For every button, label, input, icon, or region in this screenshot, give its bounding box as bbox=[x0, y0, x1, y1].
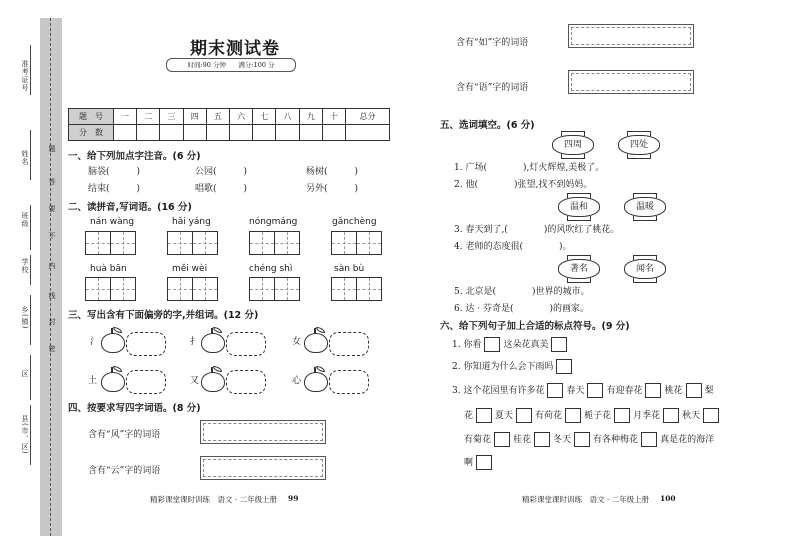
radical-label: 扌 bbox=[190, 337, 200, 347]
fill-sentence[interactable]: 4. 老师的态度很( )。 bbox=[454, 242, 572, 252]
punct-box[interactable] bbox=[703, 408, 719, 423]
prompt-yu: 含有“语”字的词语 bbox=[456, 83, 529, 93]
writing-grid[interactable] bbox=[249, 231, 299, 255]
page-number: 100 bbox=[660, 494, 676, 503]
section5-title: 五、选词填空。(6 分) bbox=[440, 120, 535, 131]
radical-label: 氵 bbox=[90, 337, 100, 347]
punct-box[interactable] bbox=[565, 408, 581, 423]
punct-box[interactable] bbox=[587, 383, 603, 398]
writing-grid[interactable] bbox=[331, 277, 381, 301]
punct-box[interactable] bbox=[476, 408, 492, 423]
apple-icon bbox=[304, 333, 328, 353]
word-option: 温和 bbox=[558, 197, 600, 217]
field-class: 班级 bbox=[21, 212, 29, 228]
punct-box[interactable] bbox=[484, 337, 500, 352]
prompt-yun: 含有“云”字的词语 bbox=[88, 466, 161, 476]
punct-box[interactable] bbox=[516, 408, 532, 423]
prompt-feng: 含有“风”字的词语 bbox=[88, 430, 161, 440]
binding-gray-bar bbox=[40, 18, 62, 536]
answer-box[interactable] bbox=[226, 370, 266, 394]
section4-title: 四、按要求写四字词语。(8 分) bbox=[68, 403, 201, 414]
fill-sentence[interactable]: 5. 北京是( )世界的城市。 bbox=[454, 287, 590, 297]
punct-box[interactable] bbox=[476, 455, 492, 470]
punct-box[interactable] bbox=[614, 408, 630, 423]
writing-grid[interactable] bbox=[85, 231, 135, 255]
pinyin-item[interactable]: 结束( ) bbox=[88, 184, 141, 194]
section6-title: 六、给下列句子加上合适的标点符号。(9 分) bbox=[440, 321, 630, 332]
prompt-ru: 含有“如”字的词语 bbox=[456, 38, 529, 48]
writing-grid[interactable] bbox=[85, 277, 135, 301]
pinyin-item[interactable]: 公园( ) bbox=[195, 167, 248, 177]
footer-text: 精彩课堂课时训练 语文 · 二年级上册 bbox=[522, 495, 650, 504]
section3-title: 三、写出含有下面偏旁的字,并组词。(12 分) bbox=[68, 310, 259, 321]
punct-sentence-1: 1. 你看 这朵花真美 bbox=[452, 337, 570, 352]
punct-sentence-3-line3: 有菊花 桂花 冬天 有各种梅花 真是花的海洋 bbox=[464, 432, 714, 447]
field-district: 区 bbox=[21, 370, 29, 378]
section1-title: 一、给下列加点字注音。(6 分) bbox=[68, 151, 201, 162]
pinyin-item[interactable]: 唱歌( ) bbox=[195, 184, 248, 194]
answer-box[interactable] bbox=[329, 370, 369, 394]
answer-box[interactable] bbox=[126, 332, 166, 356]
punct-sentence-3-line4: 啊 bbox=[464, 455, 495, 470]
apple-icon bbox=[304, 372, 328, 392]
radical-label: 又 bbox=[190, 376, 200, 386]
page-title: 期末测试卷 bbox=[190, 39, 280, 59]
fill-sentence[interactable]: 6. 达 · 芬奇是( )的画家。 bbox=[454, 304, 590, 314]
punct-box[interactable] bbox=[556, 359, 572, 374]
answer-box[interactable] bbox=[226, 332, 266, 356]
word-option: 著名 bbox=[558, 259, 600, 279]
field-name: 姓名 bbox=[21, 150, 29, 166]
apple-icon bbox=[201, 372, 225, 392]
pinyin-item[interactable]: 另外( ) bbox=[306, 184, 359, 194]
answer-box[interactable] bbox=[568, 24, 694, 48]
answer-box[interactable] bbox=[126, 370, 166, 394]
punct-box[interactable] bbox=[574, 432, 590, 447]
field-exam-number: 准考证号 bbox=[21, 60, 29, 92]
punct-box[interactable] bbox=[494, 432, 510, 447]
punct-sentence-3-line1: 3. 这个花园里有许多花 春天 有迎春花 桃花 梨 bbox=[452, 383, 714, 398]
apple-icon bbox=[101, 333, 125, 353]
writing-grid[interactable] bbox=[167, 277, 217, 301]
footer-text: 精彩课堂课时训练 语文 · 二年级上册 bbox=[150, 495, 278, 504]
apple-icon bbox=[201, 333, 225, 353]
radical-label: 土 bbox=[88, 376, 98, 386]
punct-box[interactable] bbox=[547, 383, 563, 398]
punct-box[interactable] bbox=[534, 432, 550, 447]
score-table: 题 号 一 二 三 四 五 六 七 八 九 十 总分 分 数 bbox=[68, 108, 390, 141]
answer-box[interactable] bbox=[200, 420, 326, 444]
apple-icon bbox=[101, 372, 125, 392]
fill-sentence[interactable]: 2. 他( )张望,找不到妈妈。 bbox=[454, 180, 593, 190]
fill-sentence[interactable]: 3. 春天到了,( )的风吹红了桃花。 bbox=[454, 225, 620, 235]
punct-box[interactable] bbox=[686, 383, 702, 398]
writing-grid[interactable] bbox=[167, 231, 217, 255]
punct-box[interactable] bbox=[641, 432, 657, 447]
radical-label: 心 bbox=[292, 376, 302, 386]
pinyin-item[interactable]: 杨树( ) bbox=[306, 167, 359, 177]
fill-sentence[interactable]: 1. 广场( ),灯火辉煌,美极了。 bbox=[454, 163, 605, 173]
writing-grid[interactable] bbox=[331, 231, 381, 255]
punct-sentence-3-line2: 花 夏天 有荷花 栀子花 月季花 秋天 bbox=[464, 408, 722, 423]
field-school: 学校 bbox=[21, 258, 29, 274]
punct-box[interactable] bbox=[551, 337, 567, 352]
answer-box[interactable] bbox=[200, 456, 326, 480]
binding-strip: 准考证号 姓名 班级 学校 乡(镇) 区 县(市、区) 题 答 要 不 内 线 封 密 bbox=[0, 0, 62, 560]
pinyin-item[interactable]: 脑袋( ) bbox=[88, 167, 141, 177]
word-option: 四处 bbox=[618, 135, 660, 155]
exam-meta: 时间:90 分钟 满分:100 分 bbox=[166, 58, 296, 72]
punct-sentence-2: 2. 你知道为什么会下雨吗 bbox=[452, 359, 575, 374]
word-option: 温暖 bbox=[624, 197, 666, 217]
word-option: 闻名 bbox=[624, 259, 666, 279]
writing-grid[interactable] bbox=[249, 277, 299, 301]
answer-box[interactable] bbox=[568, 70, 694, 94]
punct-box[interactable] bbox=[663, 408, 679, 423]
page-number: 99 bbox=[288, 494, 299, 503]
answer-box[interactable] bbox=[329, 332, 369, 356]
section2-title: 二、读拼音,写词语。(16 分) bbox=[68, 202, 192, 213]
radical-label: 女 bbox=[292, 337, 302, 347]
field-county: 县(市、区) bbox=[21, 415, 29, 455]
field-town: 乡(镇) bbox=[21, 306, 29, 330]
cut-line bbox=[50, 18, 51, 536]
word-option: 四周 bbox=[552, 135, 594, 155]
punct-box[interactable] bbox=[645, 383, 661, 398]
